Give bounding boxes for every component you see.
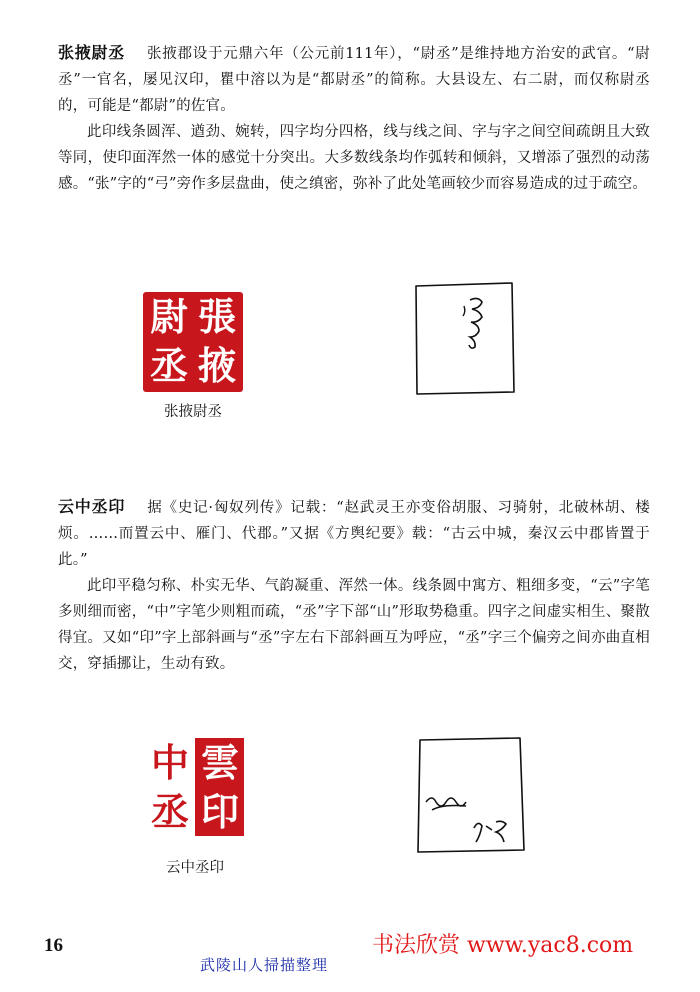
section-yunzhong xyxy=(58,494,650,677)
section-intro-paragraph xyxy=(58,494,650,573)
page-number: 16 xyxy=(44,935,63,956)
seal-char: 張 xyxy=(197,294,236,339)
seal-outline-sketch xyxy=(408,276,522,398)
scanner-credit: 武陵山人掃描整理 xyxy=(200,956,329,974)
analysis-paragraph: 此印平稳匀称、朴实无华、气韵凝重、浑然一体。线条圆中寓方、粗细多变，“云”字笔多则细而密，“中”字笔少则粗而疏，“丞”字下部“山”形取势稳重。四字之间虚实相生、聚散得宜。又如“印”字上部斜画与“丞”字左右下部斜画互为呼应，“丞”字三个偏旁之间亦曲直相交，穿插挪让，生动有致。 xyxy=(58,578,650,672)
section-intro-paragraph xyxy=(58,40,650,119)
seal-char: 丞 xyxy=(149,343,188,388)
intro-text: 张掖郡设于元鼎六年（公元前111年），“尉丞”是维持地方治安的武官。“尉丞”一官名，屡见汉印，瞿中溶以为是“都尉丞”的简称。大县设左、右二尉，而仅称尉丞的，可能是“都尉”的佐官。 xyxy=(58,46,650,114)
seal-caption: 张掖尉丞 xyxy=(164,404,222,420)
site-watermark: 书法欣赏 www.yac8.com xyxy=(372,933,634,958)
seal-impression-yunzhong xyxy=(146,738,244,836)
section-zhangye xyxy=(58,40,650,197)
seal-char: 雲 xyxy=(200,740,239,785)
seal-caption: 云中丞印 xyxy=(166,860,224,876)
seal-char: 尉 xyxy=(149,294,188,339)
seal-char: 掖 xyxy=(197,343,236,388)
intro-text: 据《史记·匈奴列传》记载：“赵武灵王亦变俗胡服、习骑射，北破林胡、楼烦。……而置云中、雁门、代郡。”又据《方舆纪要》载：“古云中城，秦汉云中郡皆置于此。” xyxy=(58,500,650,568)
seal-outline-sketch xyxy=(412,732,530,856)
seal-impression-zhangye xyxy=(143,292,243,392)
seal-char: 丞 xyxy=(150,789,189,834)
section-heading: 张掖尉丞 xyxy=(58,43,125,62)
section-heading: 云中丞印 xyxy=(58,497,126,516)
seal-char: 中 xyxy=(150,740,189,785)
seal-char: 印 xyxy=(200,789,239,834)
analysis-paragraph: 此印线条圆浑、遒劲、婉转，四字均分四格，线与线之间、字与字之间空间疏朗且大致等同，使印面浑然一体的感觉十分突出。大多数线条均作弧转和倾斜，又增添了强烈的动荡感。“张”字的“弓”旁作多层盘曲，使之缜密，弥补了此处笔画较少而容易造成的过于疏空。 xyxy=(58,124,650,192)
